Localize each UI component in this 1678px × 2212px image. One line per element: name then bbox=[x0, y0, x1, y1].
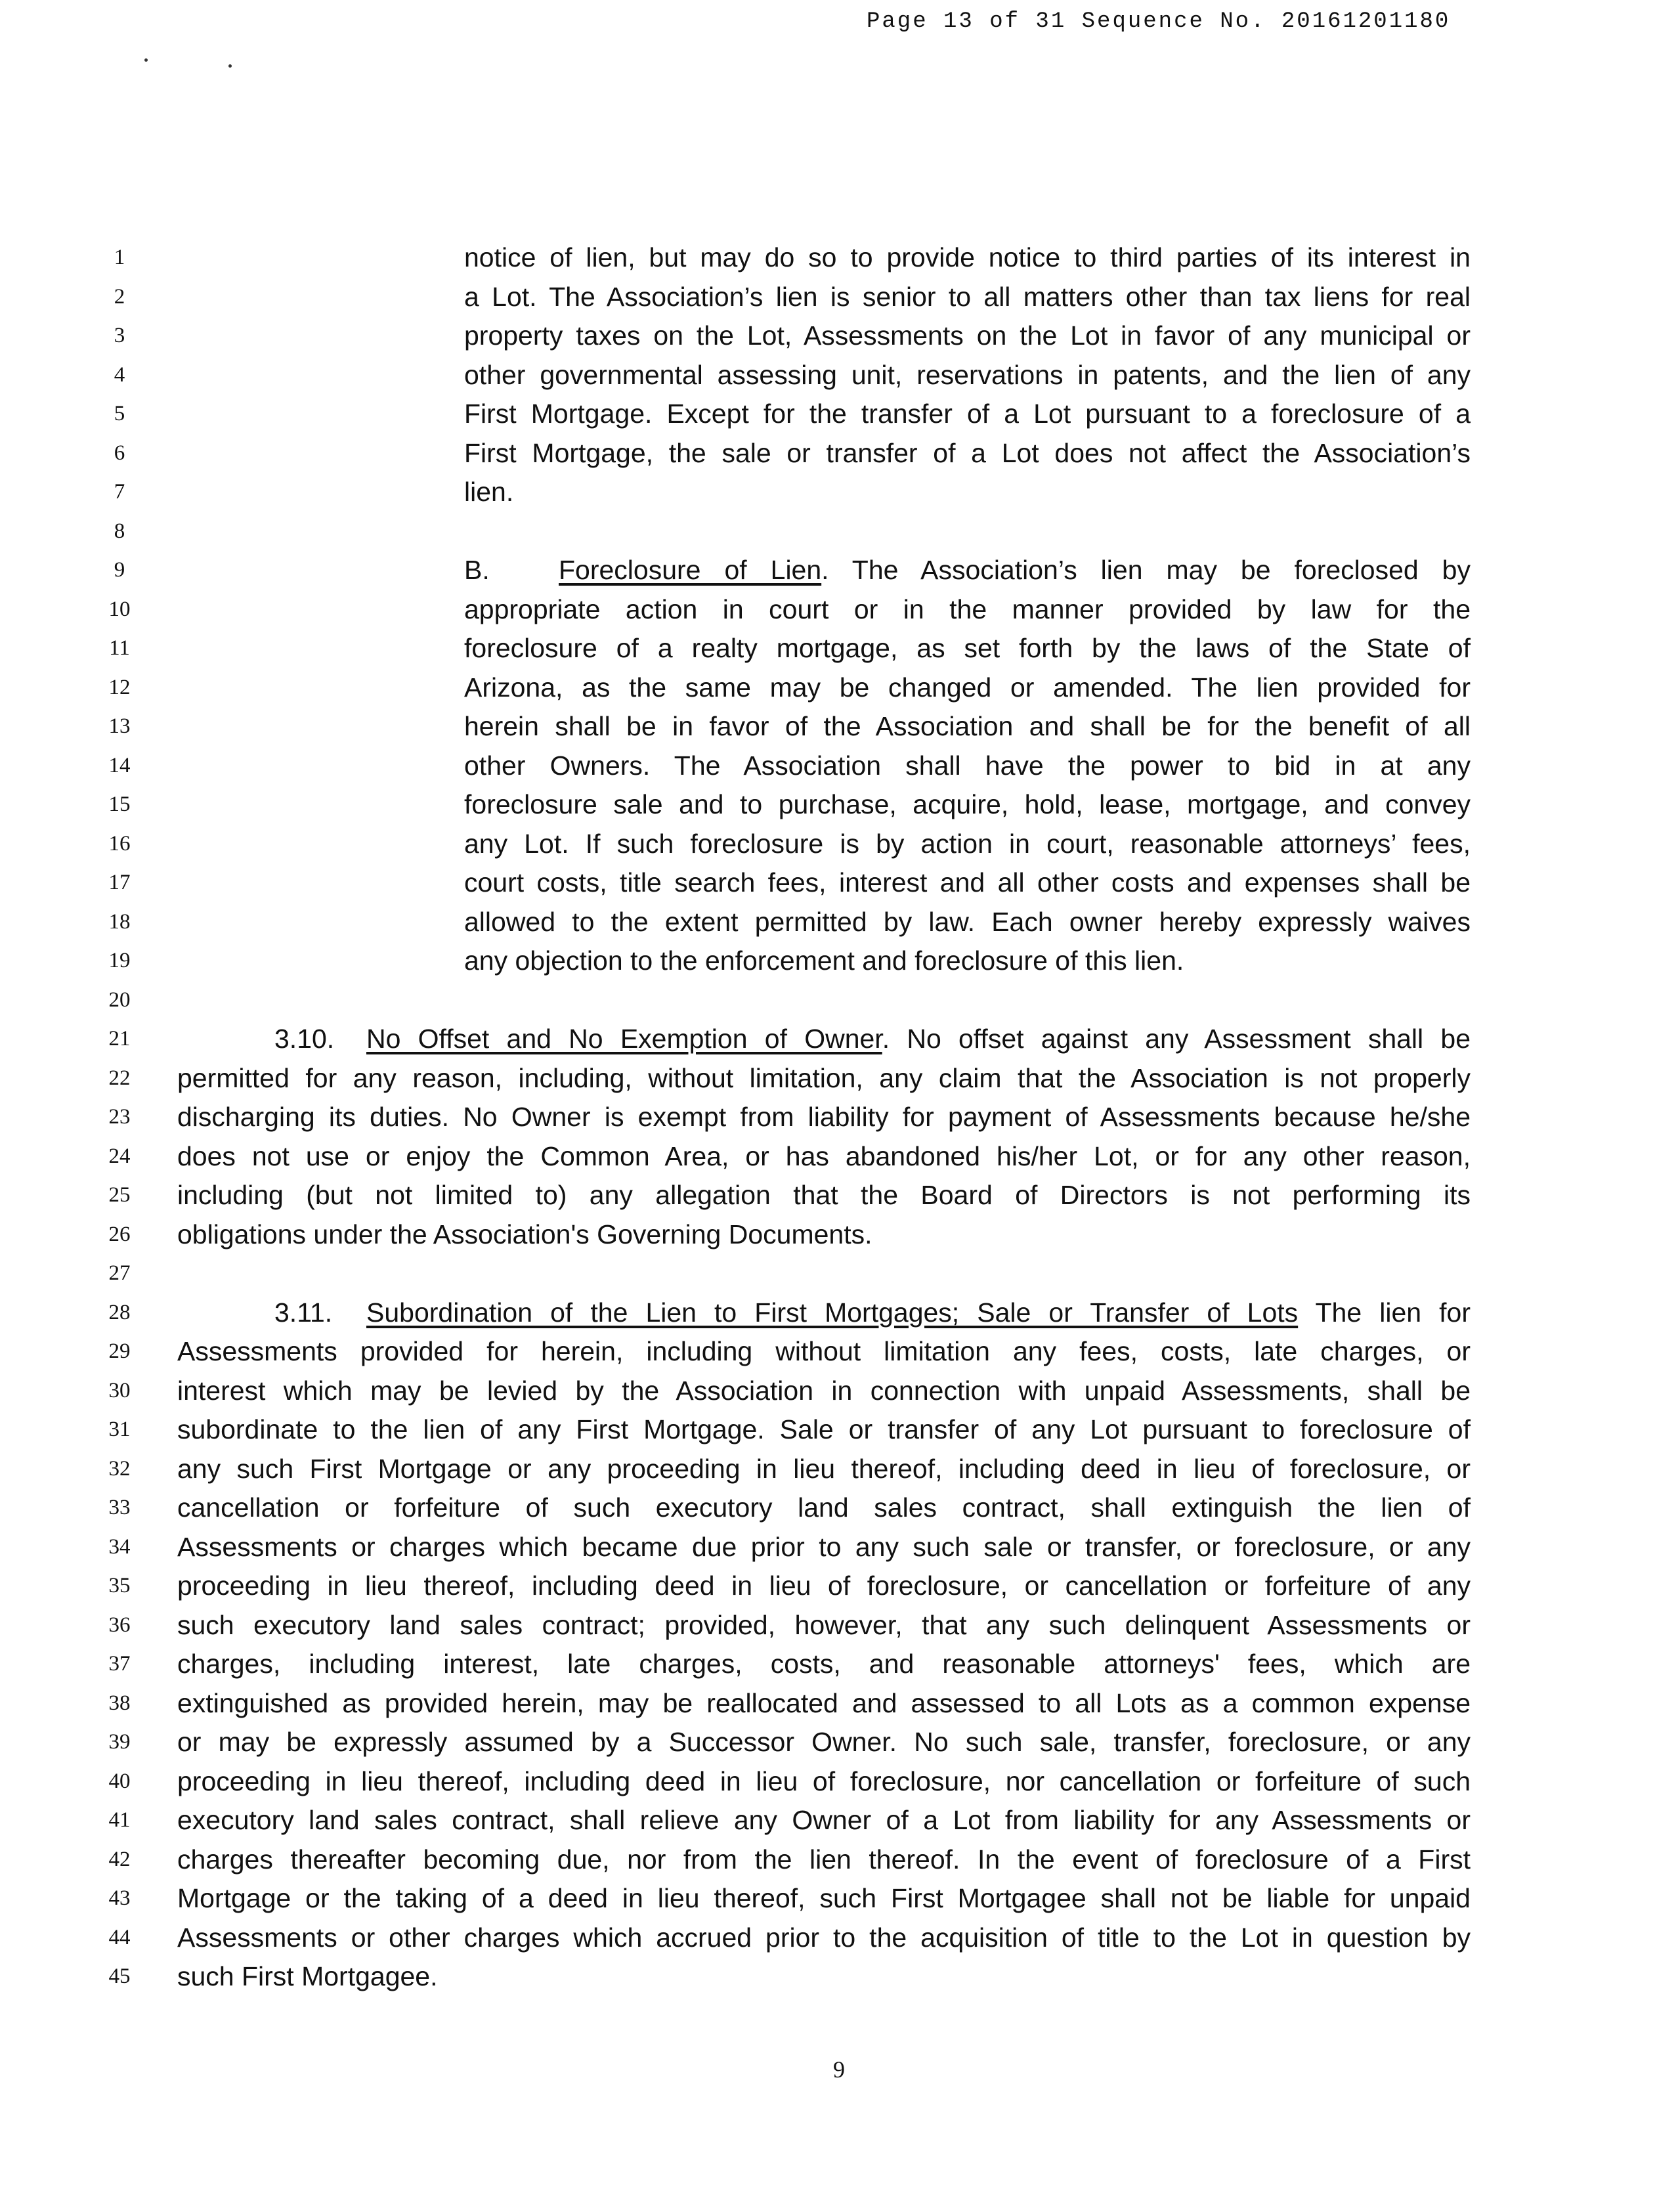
text-line: any objection to the enforcement and foreclosure of this lien. bbox=[464, 945, 1184, 976]
line-number: 36 bbox=[108, 1613, 131, 1637]
line-number: 1 bbox=[114, 246, 125, 269]
line-number: 37 bbox=[108, 1652, 131, 1676]
page-number: 9 bbox=[833, 2056, 845, 2083]
text-line: First Mortgage. Except for the transfer of a Lot pursuant to a foreclosure of a bbox=[464, 399, 1471, 429]
line-number: 40 bbox=[108, 1769, 131, 1793]
item-b-label: B. bbox=[464, 555, 490, 585]
line-number: 44 bbox=[108, 1926, 131, 1949]
line-number: 7 bbox=[114, 480, 125, 504]
line-number: 34 bbox=[108, 1535, 131, 1559]
line-number: 15 bbox=[108, 792, 131, 816]
scan-speck bbox=[228, 64, 232, 68]
line-number: 22 bbox=[108, 1066, 131, 1090]
text-line: First Mortgage, the sale or transfer of a Lot does not affect the Association’s bbox=[464, 438, 1471, 468]
text-line: other Owners. The Association shall have the power to bid in at any bbox=[464, 750, 1471, 781]
text-line: notice of lien, but may do so to provide notice to third parties of its interest in bbox=[464, 242, 1471, 272]
text-line: appropriate action in court or in the manner provided by law for the bbox=[464, 594, 1471, 624]
text-line: allowed to the extent permitted by law. Each owner hereby expressly waives bbox=[464, 907, 1471, 937]
line-number: 4 bbox=[114, 363, 125, 387]
text-line: cancellation or forfeiture of such executory land sales contract, shall extinguish the lien of bbox=[177, 1492, 1471, 1523]
line-number: 5 bbox=[114, 402, 125, 425]
text-line: obligations under the Association's Governing Documents. bbox=[177, 1219, 872, 1249]
text-line: herein shall be in favor of the Association and shall be for the benefit of all bbox=[464, 711, 1471, 741]
line-number: 29 bbox=[108, 1339, 131, 1363]
text-line: lien. bbox=[464, 477, 514, 507]
line-number: 14 bbox=[108, 754, 131, 777]
text-line: does not use or enjoy the Common Area, or has abandoned his/her Lot, or for any other reason, bbox=[177, 1141, 1471, 1171]
text-line: charges, including interest, late charges, costs, and reasonable attorneys' fees, which are bbox=[177, 1649, 1471, 1679]
text-line: executory land sales contract, shall relieve any Owner of a Lot from liability for any Assessments or bbox=[177, 1805, 1471, 1835]
text-line: permitted for any reason, including, without limitation, any claim that the Association is not properly bbox=[177, 1063, 1471, 1093]
line-number: 38 bbox=[108, 1691, 131, 1715]
section-311-heading: Subordination of the Lien to First Mortgages; Sale or Transfer of Lots bbox=[366, 1297, 1299, 1328]
line-number: 26 bbox=[108, 1223, 131, 1246]
line-number: 30 bbox=[108, 1379, 131, 1402]
text-line: extinguished as provided herein, may be reallocated and assessed to all Lots as a common expense bbox=[177, 1688, 1471, 1718]
text-line: Arizona, as the same may be changed or amended. The lien provided for bbox=[464, 672, 1471, 703]
text-line: a Lot. The Association’s lien is senior to all matters other than tax liens for real bbox=[464, 282, 1471, 312]
line-number: 2 bbox=[114, 285, 125, 309]
section-311-first-line bbox=[274, 1293, 1471, 1332]
text-line: proceeding in lieu thereof, including deed in lieu of foreclosure, nor cancellation or forfeiture of such bbox=[177, 1766, 1471, 1796]
section-311-number: 3.11. bbox=[274, 1297, 333, 1328]
section-310-heading: No Offset and No Exemption of Owner bbox=[366, 1024, 882, 1054]
line-number: 6 bbox=[114, 441, 125, 465]
text-line: foreclosure of a realty mortgage, as set forth by the laws of the State of bbox=[464, 633, 1471, 663]
page-sequence-header: Page 13 of 31 Sequence No. 20161201180 bbox=[867, 9, 1451, 34]
line-number: 13 bbox=[108, 714, 131, 738]
line-number: 10 bbox=[108, 597, 131, 621]
text-line: subordinate to the lien of any First Mortgage. Sale or transfer of any Lot pursuant to foreclosure of bbox=[177, 1414, 1471, 1444]
text-line: foreclosure sale and to purchase, acquire, hold, lease, mortgage, and convey bbox=[464, 789, 1471, 819]
line-number: 19 bbox=[108, 949, 131, 972]
line-number: 20 bbox=[108, 988, 131, 1012]
line-number: 21 bbox=[108, 1027, 131, 1051]
line-number: 28 bbox=[108, 1301, 131, 1324]
text-line: any such First Mortgage or any proceeding in lieu thereof, including deed in lieu of foreclosure, or bbox=[177, 1454, 1471, 1484]
line-number: 23 bbox=[108, 1105, 131, 1129]
text-line: such First Mortgagee. bbox=[177, 1961, 438, 1991]
text-line: court costs, title search fees, interest and all other costs and expenses shall be bbox=[464, 867, 1471, 898]
text-line: property taxes on the Lot, Assessments on the Lot in favor of any municipal or bbox=[464, 320, 1471, 351]
text-line: Assessments or other charges which accrued prior to the acquisition of title to the Lot in question by bbox=[177, 1922, 1471, 1953]
line-number: 32 bbox=[108, 1457, 131, 1481]
text-line: Assessments or charges which became due prior to any such sale or transfer, or foreclosure, or any bbox=[177, 1532, 1471, 1562]
text-line: discharging its duties. No Owner is exempt from liability for payment of Assessments because he/she bbox=[177, 1102, 1471, 1132]
line-number: 35 bbox=[108, 1574, 131, 1597]
line-number: 17 bbox=[108, 871, 131, 894]
line-number: 18 bbox=[108, 910, 131, 934]
text-line: or may be expressly assumed by a Successor Owner. No such sale, transfer, foreclosure, or any bbox=[177, 1727, 1471, 1757]
line-number: 3 bbox=[114, 324, 125, 347]
line-number: 27 bbox=[108, 1261, 131, 1285]
line-number: 33 bbox=[108, 1496, 131, 1519]
item-b-heading: Foreclosure of Lien bbox=[559, 555, 822, 585]
line-number: 31 bbox=[108, 1418, 131, 1441]
text-line: such executory land sales contract; provided, however, that any such delinquent Assessments or bbox=[177, 1610, 1471, 1640]
line-number: 16 bbox=[108, 832, 131, 856]
item-b-first-line bbox=[464, 551, 1471, 590]
line-number: 43 bbox=[108, 1886, 131, 1910]
line-number: 12 bbox=[108, 676, 131, 699]
line-number: 45 bbox=[108, 1964, 131, 1988]
line-number: 24 bbox=[108, 1144, 131, 1168]
text-line: Assessments provided for herein, including without limitation any fees, costs, late charges, or bbox=[177, 1336, 1471, 1366]
scan-speck bbox=[144, 58, 148, 62]
item-b-first-text: . The Association’s lien may be foreclosed by bbox=[821, 555, 1471, 585]
line-number: 9 bbox=[114, 558, 125, 582]
section-310-first-text: . No offset against any Assessment shall be bbox=[882, 1024, 1471, 1054]
line-number: 39 bbox=[108, 1730, 131, 1754]
line-number: 41 bbox=[108, 1808, 131, 1832]
text-line: any Lot. If such foreclosure is by action in court, reasonable attorneys’ fees, bbox=[464, 829, 1471, 859]
text-line: interest which may be levied by the Association in connection with unpaid Assessments, shall be bbox=[177, 1376, 1471, 1406]
line-number: 25 bbox=[108, 1183, 131, 1207]
section-311-first-text: The lien for bbox=[1298, 1297, 1471, 1328]
section-310-first-line bbox=[274, 1020, 1471, 1058]
text-line: including (but not limited to) any allegation that the Board of Directors is not performing its bbox=[177, 1180, 1471, 1210]
line-number: 11 bbox=[109, 636, 130, 660]
line-number: 8 bbox=[114, 519, 125, 543]
text-line: Mortgage or the taking of a deed in lieu thereof, such First Mortgagee shall not be liable for unpaid bbox=[177, 1883, 1471, 1913]
text-line: proceeding in lieu thereof, including deed in lieu of foreclosure, or cancellation or forfeiture of any bbox=[177, 1571, 1471, 1601]
text-line: other governmental assessing unit, reservations in patents, and the lien of any bbox=[464, 360, 1471, 390]
section-310-number: 3.10. bbox=[274, 1024, 335, 1054]
text-line: charges thereafter becoming due, nor from the lien thereof. In the event of foreclosure of a First bbox=[177, 1844, 1471, 1875]
line-number: 42 bbox=[108, 1848, 131, 1871]
